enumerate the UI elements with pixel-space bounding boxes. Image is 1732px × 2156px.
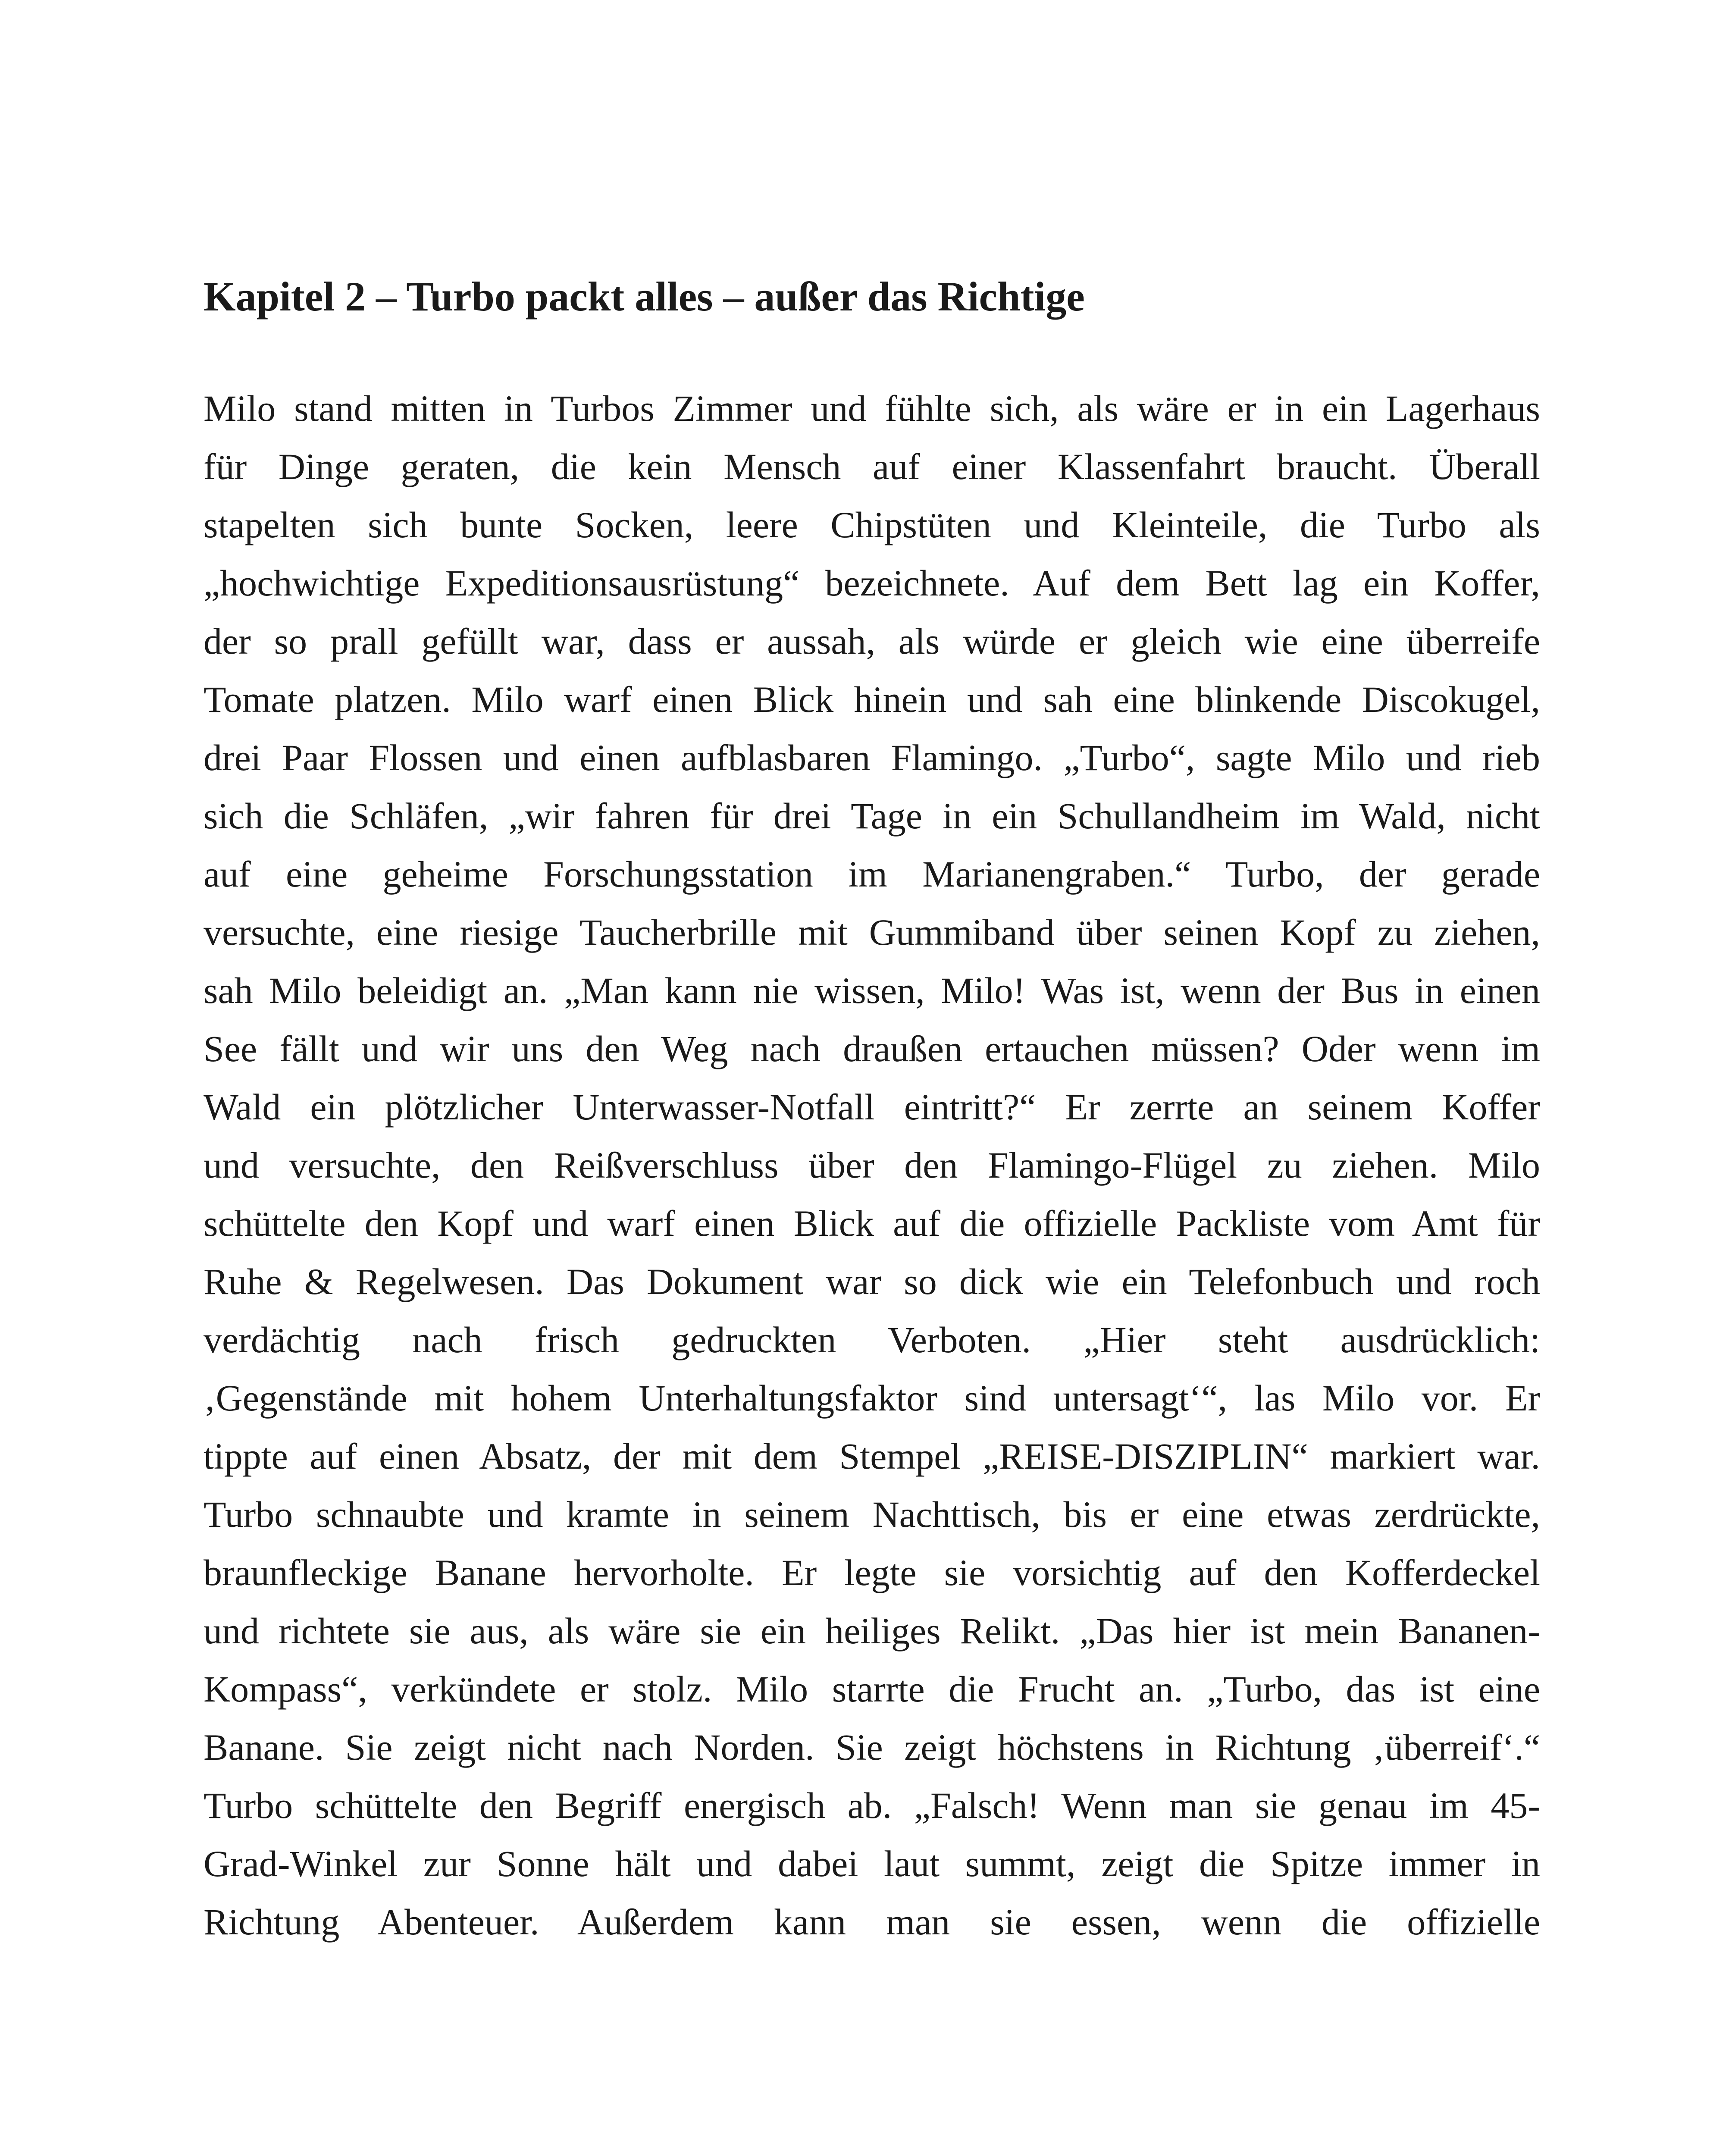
text-line: ‚Gegenstände mit hohem Unterhaltungsfaktor sind untersagt‘“, las Milo vor. Er [204, 1377, 1540, 1419]
text-line: versuchte, eine riesige Taucherbrille mit Gummiband über seinen Kopf zu ziehen, [204, 912, 1540, 953]
text-line: der so prall gefüllt war, dass er aussah, als würde er gleich wie eine überreife [204, 620, 1540, 662]
text-line: Kompass“, verkündete er stolz. Milo starrte die Frucht an. „Turbo, das ist eine [204, 1668, 1540, 1710]
text-line: Turbo schnaubte und kramte in seinem Nachttisch, bis er eine etwas zerdrückte, [204, 1494, 1540, 1535]
text-line: Grad-Winkel zur Sonne hält und dabei laut summt, zeigt die Spitze immer in [204, 1843, 1540, 1884]
text-line: auf eine geheime Forschungsstation im Marianengraben.“ Turbo, der gerade [204, 853, 1540, 895]
body-paragraph [204, 379, 1540, 1951]
text-line: und richtete sie aus, als wäre sie ein heiliges Relikt. „Das hier ist mein Bananen- [204, 1610, 1540, 1651]
text-line: „hochwichtige Expeditionsausrüstung“ bezeichnete. Auf dem Bett lag ein Koffer, [204, 562, 1540, 604]
text-line: sich die Schläfen, „wir fahren für drei Tage in ein Schullandheim im Wald, nicht [204, 795, 1540, 837]
text-line: Wald ein plötzlicher Unterwasser-Notfall eintritt?“ Er zerrte an seinem Koffer [204, 1086, 1540, 1128]
text-line: Turbo schüttelte den Begriff energisch ab. „Falsch! Wenn man sie genau im 45- [204, 1785, 1540, 1826]
chapter-heading: Kapitel 2 – Turbo packt alles – außer das Richtige [204, 273, 1085, 320]
text-line: braunfleckige Banane hervorholte. Er legte sie vorsichtig auf den Kofferdeckel [204, 1552, 1540, 1593]
text-line: tippte auf einen Absatz, der mit dem Stempel „REISE-DISZIPLIN“ markiert war. [204, 1435, 1540, 1477]
text-line: sah Milo beleidigt an. „Man kann nie wissen, Milo! Was ist, wenn der Bus in einen [204, 970, 1540, 1011]
text-line: Richtung Abenteuer. Außerdem kann man sie essen, wenn die offizielle [204, 1901, 1540, 1943]
text-line: Tomate platzen. Milo warf einen Blick hinein und sah eine blinkende Discokugel, [204, 679, 1540, 720]
text-line: Ruhe & Regelwesen. Das Dokument war so dick wie ein Telefonbuch und roch [204, 1261, 1540, 1302]
text-line: und versuchte, den Reißverschluss über den Flamingo-Flügel zu ziehen. Milo [204, 1144, 1540, 1186]
text-line: verdächtig nach frisch gedruckten Verboten. „Hier steht ausdrücklich: [204, 1319, 1540, 1360]
text-line: Banane. Sie zeigt nicht nach Norden. Sie zeigt höchstens in Richtung ‚überreif‘.“ [204, 1727, 1540, 1768]
text-line: See fällt und wir uns den Weg nach draußen ertauchen müssen? Oder wenn im [204, 1028, 1540, 1069]
text-line: Milo stand mitten in Turbos Zimmer und fühlte sich, als wäre er in ein Lagerhaus [204, 388, 1540, 429]
text-line: drei Paar Flossen und einen aufblasbaren Flamingo. „Turbo“, sagte Milo und rieb [204, 737, 1540, 778]
text-line: schüttelte den Kopf und warf einen Blick auf die offizielle Packliste vom Amt für [204, 1203, 1540, 1244]
text-line: für Dinge geraten, die kein Mensch auf einer Klassenfahrt braucht. Überall [204, 446, 1540, 487]
text-line: stapelten sich bunte Socken, leere Chipstüten und Kleinteile, die Turbo als [204, 504, 1540, 545]
